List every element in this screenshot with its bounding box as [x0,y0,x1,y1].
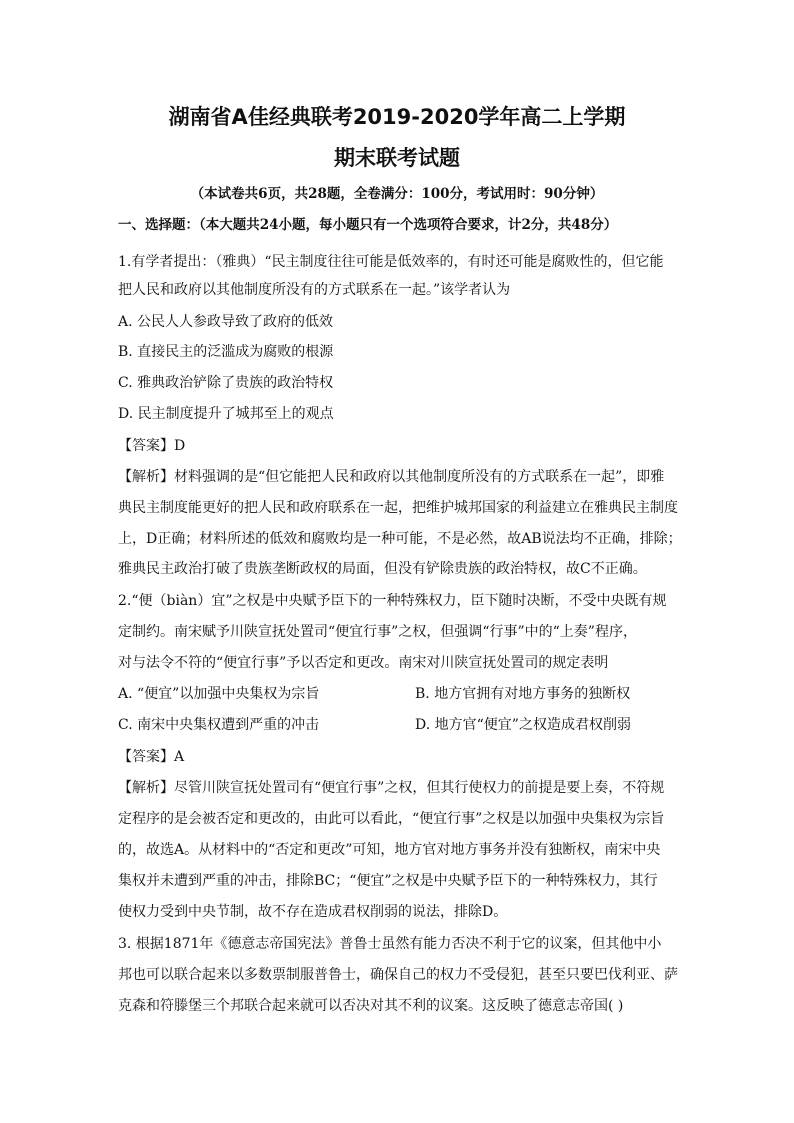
section-heading: 一、选择题：（本大题共24小题，每小题只有一个选项符合要求，计2分，共48分） [118,217,618,233]
q1-analysis-line-2: 典民主制度能更好的把人民和政府联系在一起，把维护城邦国家的利益建立在雅典民主制度 [118,500,678,516]
q3-stem-line-2: 邦也可以联合起来以多数票制服普鲁士，确保自己的权力不受侵犯，甚至只要巴伐利亚、萨 [118,967,678,983]
q1-option-c: C. 雅典政治铲除了贵族的政治特权 [118,375,334,391]
q2-option-a: A. “便宜”以加强中央集权为宗旨 [118,686,320,702]
q1-option-a: A. 公民人人参政导致了政府的低效 [118,314,334,330]
q2-stem-line-2: 定制约。南宋赋予川陕宣抚处置司“便宜行事”之权，但强调“行事”中的“上奏”程序， [118,624,637,640]
q2-analysis-line-5: 使权力受到中央节制，故不存在造成君权削弱的说法，排除D。 [118,904,508,920]
q2-option-c: C. 南宋中央集权遭到严重的冲击 [118,717,320,733]
q2-answer: 【答案】A [118,749,185,765]
q2-stem-line-1: 2.“便（biàn）宜”之权是中央赋予臣下的一种特殊权力，臣下随时决断，不受中央既有规 [118,593,667,609]
q1-option-b: B. 直接民主的泛滥成为腐败的根源 [118,344,334,360]
exam-note: （本试卷共6页，共28题，全卷满分：100分，考试用时：90分钟） [190,186,604,202]
q2-analysis-line-4: 集权并未遭到严重的冲击，排除BC；“便宜”之权是中央赋予臣下的一种特殊权力，其行 [118,873,658,889]
q1-analysis-line-1: 【解析】材料强调的是“但它能把人民和政府以其他制度所没有的方式联系在一起”，即雅 [118,469,665,485]
q1-stem-line-2: 把人民和政府以其他制度所没有的方式联系在一起。”该学者认为 [118,282,511,298]
document-title-line-1: 湖南省A佳经典联考2019-2020学年高二上学期 [168,105,626,129]
q2-option-d: D. 地方官“便宜”之权造成君权削弱 [415,717,631,733]
q2-option-b: B. 地方官拥有对地方事务的独断权 [415,686,631,702]
q2-stem-line-3: 对与法令不符的“便宜行事”予以否定和更改。南宋对川陕宣抚处置司的规定表明 [118,655,609,671]
q3-stem-line-1: 3. 根据1871年《德意志帝国宪法》普鲁士虽然有能力否决不利于它的议案，但其他中小 [118,936,662,952]
q2-analysis-line-3: 的，故选A。从材料中的“否定和更改”可知，地方官对地方事务并没有独断权，南宋中央 [118,842,661,858]
q3-stem-line-3: 克森和符滕堡三个邦联合起来就可以否决对其不利的议案。这反映了德意志帝国( ) [118,998,624,1014]
q1-answer: 【答案】D [118,438,186,454]
document-title-line-2: 期末联考试题 [334,146,460,170]
q2-analysis-line-2: 定程序的是会被否定和更改的，由此可以看此，“便宜行事”之权是以加强中央集权为宗旨 [118,811,665,827]
q1-analysis-line-4: 雅典民主政治打破了贵族垄断政权的局面，但没有铲除贵族的政治特权，故C不正确。 [118,561,647,577]
q1-option-d: D. 民主制度提升了城邦至上的观点 [118,406,334,422]
q1-analysis-line-3: 上，D正确；材料所述的低效和腐败均是一种可能，不是必然，故AB说法均不正确，排除； [118,531,682,547]
q2-analysis-line-1: 【解析】尽管川陕宣抚处置司有“便宜行事”之权，但其行使权力的前提是要上奏，不符规 [118,780,665,796]
q1-stem-line-1: 1.有学者提出：（雅典）“民主制度往往可能是低效率的，有时还可能是腐败性的，但它能 [118,254,664,270]
